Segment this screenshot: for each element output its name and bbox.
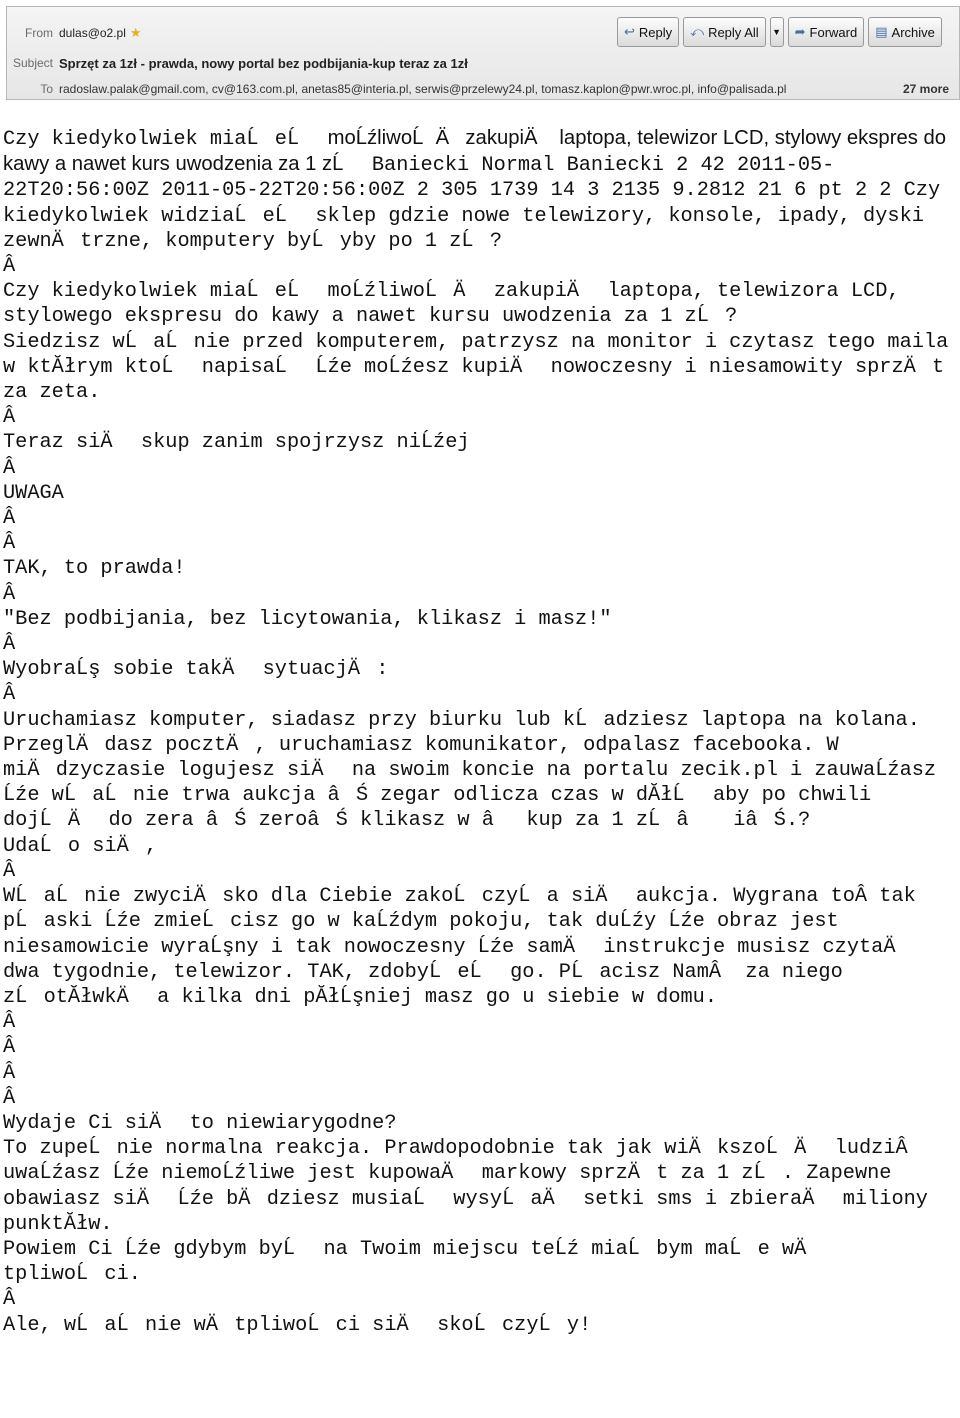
- reply-all-label: Reply All: [708, 24, 759, 40]
- from-value[interactable]: dulas@o2.pl: [59, 26, 126, 40]
- archive-label: Archive: [891, 24, 935, 40]
- forward-icon: ➦: [794, 24, 806, 39]
- subject-value: Sprzęt za 1zł - prawda, nowy portal bez podbijania-kup teraz za 1zł: [59, 55, 468, 71]
- message-title: moĹźliwoĹÄzakupiÄ laptopa, telewizor LCD, stylowy ekspres do kawy a nawet kurs uwodzenia za 1 zĹ: [3, 127, 952, 176]
- message-body: [3, 126, 953, 1338]
- reply-all-icon: ⤺: [690, 24, 705, 39]
- more-recipients-link[interactable]: 27 more: [902, 82, 949, 96]
- message-text: Baniecki Normal Baniecki 2 42 2011-05-22T20:56:00Z 2011-05-22T20:56:00Z 2 305 1739 14 3 2135 9.2812 21 6 pt 2 2 Czy kiedykolwiek widziaĹeĹ sklep gdzie nowe telewizory, konsole, ipady, dyski zewnÄtrzne, komputery byĹyby po 1 zĹ? Â Czy kiedykolwiek miaĹeĹ moĹźliwoĹÄ zakupiÄ laptopa, telewizora LCD, stylowego ekspresu do kawy a nawet kursu uwodzenia za 1 zĹ? Siedzisz wĹaĹnie przed komputerem, patrzysz na monitor i czytasz tego maila w ktĂłrym ktoĹ napisaĹ Ĺźe moĹźesz kupiÄ nowoczesny i niesamowity sprzÄt za zeta. Â Teraz siÄ skup zanim spojrzysz niĹźej Â UWAGA Â Â TAK, to prawda! Â "Bez podbijania, bez licytowania, klikasz i masz!" Â WyobraĹş sobie takÄ sytuacjÄ: Â Uruchamiasz komputer, siadasz przy biurku lub kĹadziesz laptopa na kolana. PrzeglÄ dasz pocztÄ, uruchamiasz komunikator, odpalasz facebooka. W miÄdzyczasie logujesz siÄ na swoim koncie na portalu zecik.pl i zauwaĹźasz Ĺźe wĹaĹnie trwa aukcja âŚ zegar odlicza czas w dĂłĹ aby po chwili dojĹÄ do zera âŚ zeroâŚ klikasz w âkup za 1 zĹâ iâŚ.? UdaĹo siÄ, Â WĹaĹnie zwyciÄsko dla Ciebie zakoĹczyĹa siÄ aukcja. Wygrana toÂ tak pĹaski Ĺźe zmieĹcisz go w kaĹźdym pokoju, tak duĹźy Ĺźe obraz jest niesamowicie wyraĹşny i tak nowoczesny Ĺźe samÄ instrukcje musisz czytaÄ dwa tygodnie, telewizor. TAK, zdobyĹeĹ go. PĹacisz NamÂ za niego zĹotĂłwkÄ a kilka dni pĂłĹşniej masz go u siebie w domu. Â Â Â Â Wydaje Ci siÄ to niewiarygodne? To zupeĹnie normalna reakcja. Prawdopodobnie tak jak wiÄkszoĹÄ ludziÂ uwaĹźasz Ĺźe niemoĹźliwe jest kupowaÄ markowy sprzÄt za 1 zĹ. Zapewne obawiasz siÄ Ĺźe bÄdziesz musiaĹ wysyĹaÄ setki sms i zbieraÄ miliony punktĂłw. Powiem Ci Ĺźe gdybym byĹ na Twoim miejscu teĹź miaĹbym maĹe wÄ tpliwoĹci. Â Ale, wĹaĹnie wÄ tpliwoĹci siÄ skoĹczyĹy!: [3, 154, 949, 1337]
- message-toolbar: [617, 17, 942, 47]
- archive-icon: ▤: [875, 24, 888, 39]
- star-icon[interactable]: ★: [129, 25, 142, 40]
- forward-button[interactable]: [788, 17, 865, 47]
- message-title-mono: Czy kiedykolwiek miaĹeĹ: [3, 128, 328, 151]
- reply-all-dropdown[interactable]: [770, 17, 784, 47]
- email-header: [6, 6, 960, 100]
- archive-button[interactable]: [868, 17, 942, 47]
- reply-all-button[interactable]: [683, 17, 765, 47]
- subject-row: [7, 51, 959, 75]
- subject-label: Subject: [12, 56, 53, 70]
- to-label: To: [40, 82, 53, 96]
- reply-button[interactable]: [617, 17, 679, 47]
- chevron-down-icon: ▼: [772, 27, 782, 37]
- reply-icon: ↩: [624, 24, 635, 39]
- reply-label: Reply: [638, 24, 673, 40]
- forward-label: Forward: [809, 24, 858, 40]
- to-value[interactable]: radoslaw.palak@gmail.com, cv@163.com.pl, anetas85@interia.pl, serwis@przelewy24.pl, tomasz.kaplon@pwr.wroc.pl, info@palisada.pl: [59, 82, 787, 96]
- to-row: [7, 77, 959, 101]
- from-label: From: [25, 26, 53, 40]
